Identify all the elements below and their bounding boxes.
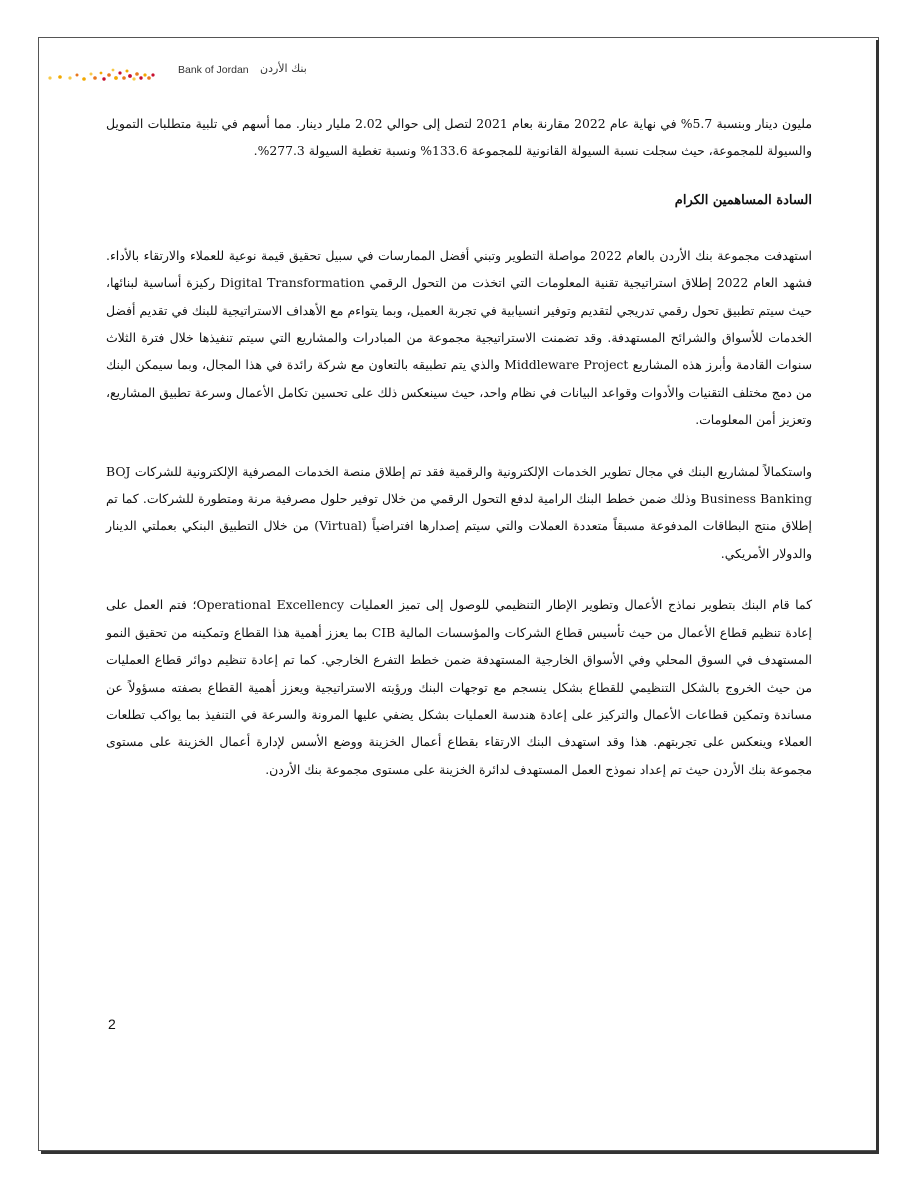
paragraph-operational-excellency: كما قام البنك بتطوير نماذج الأعمال وتطوير الإطار التنظيمي للوصول إلى تميز العمليات Operational Excellency؛ فتم العمل على إعادة تنظيم قطاع الأعمال من حيث تأسيس قطاع الشركات والمؤسسات المالية CIB بما يعزز أهمية هذا القطاع وتمكينه من تحقيق النمو المستهدف في السوق المحلي وفي الأسواق الخارجية المستهدفة ضمن خطط التفرع الخارجي. كما تم إعادة تنظيم دوائر قطاع العمليات من حيث الخروج بالشكل التنظيمي للقطاع بشكل ينسجم مع توجهات البنك ورؤيته الاستراتيجية ويعزز أهمية القطاع بصفته مسؤولاً عن مساندة وتمكين قطاعات الأعمال والتركيز على إعادة هندسة العمليات بشكل يضفي عليها المرونة والسرعة في التنفيذ بما يواكب تطلعات العملاء وينعكس على تجربتهم. هذا وقد استهدف البنك الارتقاء بقطاع أعمال الخزينة ووضع الأسس لإدارة أعمال الخزينة على مستوى مجموعة بنك الأردن حيث تم إعداد نموذج العمل المستهدف لدائرة الخزينة على مستوى مجموعة بنك الأردن.: [106, 597, 812, 777]
paragraph-business-banking: واستكمالاً لمشاريع البنك في مجال تطوير الخدمات الإلكترونية والرقمية فقد تم إطلاق منصة الخدمات المصرفية الإلكترونية للشركات BOJ Business Banking وذلك ضمن خطط البنك الرامية لدفع التحول الرقمي من خلال توفير حلول مصرفية مرنة ومتطورة للشركات. كما تم إطلاق منتج البطاقات المدفوعة مسبقاً متعددة العملات والتي سيتم إصدارها افتراضياً (Virtual) من خلال التطبيق البنكي بعملتي الدينار والدولار الأمريكي.: [106, 463, 812, 561]
page-header: [46, 60, 446, 84]
paragraph-liquidity: مليون دينار وبنسبة 5.7% في نهاية عام 2022 مقارنة بعام 2021 لتصل إلى حوالي 2.02 مليار دينار. مما أسهم في تلبية متطلبات التمويل والسيولة للمجموعة، حيث سجلت نسبة السيولة القانونية للمجموعة 133.6% ونسبة تغطية السيولة 277.3%.: [106, 116, 812, 159]
brand-name-english: Bank of Jordan: [178, 64, 249, 76]
page-number: 2: [108, 1016, 116, 1032]
section-heading: السادة المساهمين الكرام: [674, 192, 812, 208]
brand-name-arabic: بنك الأردن: [260, 62, 307, 75]
document-body: [106, 110, 812, 783]
paragraph-digital-transformation: استهدفت مجموعة بنك الأردن بالعام 2022 مواصلة التطوير وتبني أفضل الممارسات في سبيل تحقيق قيمة نوعية للعملاء والارتقاء بالأداء. فشهد العام 2022 إطلاق استراتيجية تقنية المعلومات التي اتخذت من التحول الرقمي Digital Transformation ركيزة أساسية لبنائها، حيث سيتم تطبيق تحول رقمي تدريجي لتقديم وتوفير انسيابية في تجربة العميل، وبما يتواءم مع الأهداف الاستراتيجية للبنك في تقديم أفضل الخدمات للأسواق والشرائح المستهدفة. وقد تضمنت الاستراتيجية مجموعة من المبادرات والمشاريع التي سيتم تنفيذها خلال فترة الثلاث سنوات القادمة وأبرز هذه المشاريع Middleware Project والذي يتم تطبيقه بالتعاون مع شركة رائدة في هذا المجال، وبما سيمكن البنك من دمج مختلف التقنيات والأدوات وقواعد البيانات في نظام واحد، حيث سينعكس ذلك على تحسين تكامل الأعمال وسرعة تطبيق المشاريع، وتعزيز أمن المعلومات.: [106, 247, 813, 428]
bank-logo-dots-icon: [46, 66, 166, 84]
